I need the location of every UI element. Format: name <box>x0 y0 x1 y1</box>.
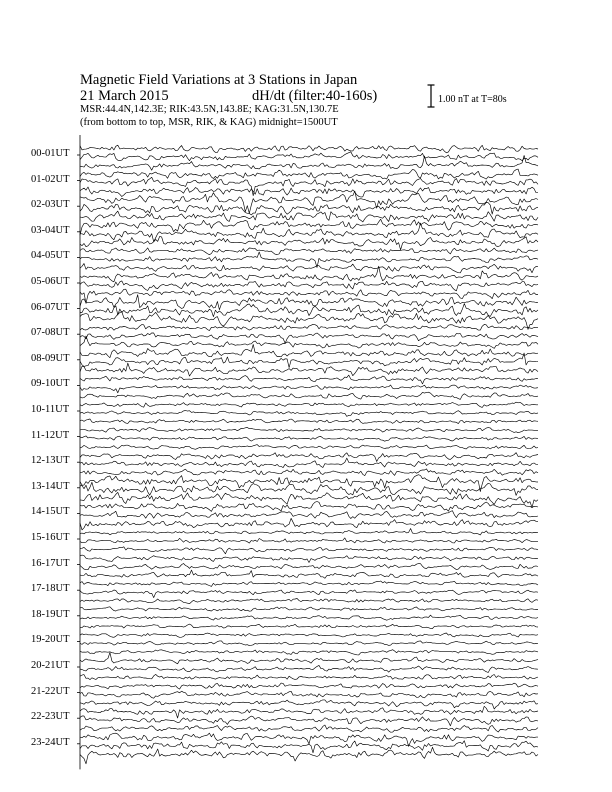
chart-title: Magnetic Field Variations at 3 Stations in Japan <box>80 72 358 88</box>
trace-msr-20-21ut <box>80 674 538 679</box>
chart-quantity: dH/dt (filter:40-160s) <box>252 88 378 104</box>
hour-label: 20-21UT <box>31 660 70 671</box>
hour-label: 21-22UT <box>31 685 70 697</box>
trace-msr-08-09ut <box>80 363 538 376</box>
trace-kag-12-13ut <box>80 453 538 462</box>
trace-kag-10-11ut <box>80 402 538 407</box>
trace-msr-11-12ut <box>80 445 538 450</box>
trace-kag-17-18ut <box>80 581 538 586</box>
trace-rik-20-21ut <box>80 665 538 672</box>
trace-rik-12-13ut <box>80 458 538 468</box>
station-order-note: (from bottom to top, MSR, RIK, & KAG) midnight=1500UT <box>80 117 338 128</box>
trace-rik-09-10ut <box>80 385 538 393</box>
trace-kag-09-10ut <box>80 375 538 384</box>
trace-msr-04-05ut <box>80 264 538 273</box>
trace-rik-00-01ut <box>80 152 538 161</box>
trace-msr-22-23ut <box>80 725 538 732</box>
hour-label: 22-23UT <box>31 711 70 723</box>
hour-label: 08-09UT <box>31 352 70 364</box>
trace-rik-15-16ut <box>80 538 538 543</box>
trace-msr-01-02ut <box>80 187 538 197</box>
hour-label: 23-24UT <box>31 736 70 748</box>
trace-msr-02-03ut <box>80 211 538 222</box>
trace-rik-06-07ut <box>80 304 538 317</box>
hour-label: 06-07UT <box>31 301 70 313</box>
trace-msr-17-18ut <box>80 599 538 604</box>
trace-msr-13-14ut <box>80 492 538 507</box>
trace-rik-07-08ut <box>80 333 538 343</box>
trace-msr-12-13ut <box>80 469 538 476</box>
trace-kag-01-02ut <box>80 169 538 179</box>
hour-label: 10-11UT <box>31 404 70 415</box>
hour-label: 19-20UT <box>31 634 70 646</box>
hour-label: 14-15UT <box>31 506 70 518</box>
hour-label: 00-01UT <box>31 148 70 159</box>
hour-label: 03-04UT <box>31 224 70 236</box>
trace-msr-09-10ut <box>80 392 538 399</box>
trace-kag-14-15ut <box>80 502 538 512</box>
trace-msr-23-24ut <box>80 747 538 764</box>
trace-rik-22-23ut <box>80 716 538 726</box>
trace-kag-11-12ut <box>80 428 538 433</box>
chart-date: 21 March 2015 <box>80 88 169 104</box>
trace-rik-11-12ut <box>80 436 538 441</box>
trace-msr-21-22ut <box>80 700 538 709</box>
trace-msr-03-04ut <box>80 236 538 250</box>
trace-msr-15-16ut <box>80 547 538 554</box>
trace-kag-18-19ut <box>80 607 538 611</box>
hour-label: 01-02UT <box>31 173 70 185</box>
trace-rik-02-03ut <box>80 203 538 215</box>
trace-kag-21-22ut <box>80 683 538 689</box>
hour-label: 18-19UT <box>31 608 70 620</box>
hour-label: 12-13UT <box>31 455 70 467</box>
trace-rik-19-20ut <box>80 641 538 646</box>
trace-msr-16-17ut <box>80 570 538 578</box>
hour-label: 02-03UT <box>31 199 70 211</box>
trace-msr-07-08ut <box>80 336 538 348</box>
trace-kag-06-07ut <box>80 295 538 310</box>
hour-label: 05-06UT <box>31 276 70 287</box>
hour-label: 07-08UT <box>31 327 70 339</box>
trace-rik-17-18ut <box>80 590 538 598</box>
trace-msr-19-20ut <box>80 650 538 655</box>
trace-rik-10-11ut <box>80 411 538 417</box>
hour-label: 16-17UT <box>31 557 70 569</box>
trace-rik-04-05ut <box>80 252 538 268</box>
trace-rik-23-24ut <box>80 741 538 753</box>
trace-kag-15-16ut <box>80 529 538 535</box>
trace-kag-19-20ut <box>80 633 538 637</box>
station-coordinates: MSR:44.4N,142.3E; RIK:43.5N,143.8E; KAG:31.5N,130.7E <box>80 104 339 115</box>
trace-kag-22-23ut <box>80 706 538 718</box>
trace-rik-21-22ut <box>80 691 538 698</box>
hour-label: 09-10UT <box>31 378 70 390</box>
trace-msr-10-11ut <box>80 419 538 424</box>
trace-msr-14-15ut <box>80 518 538 530</box>
trace-kag-13-14ut <box>80 475 538 492</box>
trace-rik-13-14ut <box>80 482 538 495</box>
hour-label: 04-05UT <box>31 250 70 262</box>
trace-rik-14-15ut <box>80 511 538 519</box>
trace-kag-07-08ut <box>80 324 538 330</box>
trace-kag-08-09ut <box>80 345 538 358</box>
trace-kag-20-21ut <box>80 653 538 664</box>
hour-label: 13-14UT <box>31 480 70 492</box>
trace-rik-05-06ut <box>80 281 538 291</box>
trace-msr-18-19ut <box>80 624 538 628</box>
trace-rik-18-19ut <box>80 615 538 620</box>
hour-label: 17-18UT <box>31 583 70 595</box>
hour-label: 15-16UT <box>31 532 70 543</box>
scale-label: 1.00 nT at T=80s <box>438 94 507 105</box>
trace-kag-00-01ut <box>80 145 538 153</box>
trace-kag-04-05ut <box>80 248 538 255</box>
trace-rik-16-17ut <box>80 564 538 570</box>
trace-kag-16-17ut <box>80 555 538 562</box>
hour-label: 11-12UT <box>31 429 70 441</box>
